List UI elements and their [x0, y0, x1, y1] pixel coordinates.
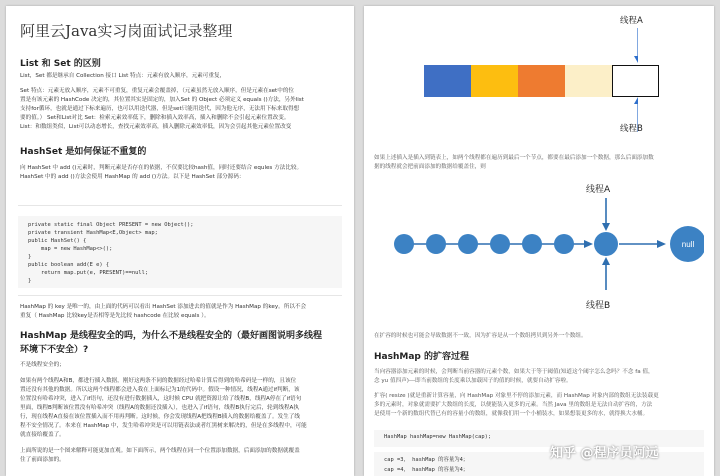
paragraph-line: 要的值。） Set和List对比 Set：检索元素效率低下，删除和插入效率高，插入和删除不会引起元素位置改变。	[20, 115, 290, 121]
divider	[18, 205, 342, 206]
paragraph-line: 扩容( resize )就是重新计算容量，向 HashMap 对象里不停的添加元素，而 HashMap 对象内部的数组无法装载更	[374, 393, 659, 399]
paragraph-line: List：和数组类似，List可以动态增长，查找元素效率高，插入删除元素效率低，因为会引起其他元素位置改变	[20, 124, 292, 130]
thread-a-label-2: 线程A	[586, 185, 611, 195]
left-document-page	[6, 6, 354, 476]
paragraph-line: 重复（ HashMap 比较key是否相等是先比较 hashcode 在比较 equals ）。	[20, 313, 210, 319]
list-node	[554, 234, 574, 254]
section-heading-hashset: HashSet 是如何保证不重复的	[20, 147, 147, 157]
linked-list-figure	[384, 174, 704, 324]
array-slot-empty	[612, 65, 659, 97]
watermark-text: 知乎 @程序员阿远	[550, 446, 659, 461]
null-node-label: null	[681, 240, 695, 249]
thread-b-label-2: 线程B	[586, 301, 611, 311]
code-line: cap =4， hashMap 的容量为4；	[384, 467, 469, 473]
section-heading-hashmap-thread: HashMap 是线程安全的吗，为什么不是线程安全的（最好画图说明多线程	[20, 331, 322, 341]
list-node	[458, 234, 478, 254]
list-node	[394, 234, 414, 254]
array-slot-yellow	[471, 65, 518, 97]
paragraph-line: 不是线程安全的；	[20, 362, 65, 368]
paragraph-line: 行，现在线程A直接在该位置插入而不用再判断。这时候，你会发现线程A把线程B插入的数据给覆盖了。发生了线	[20, 414, 300, 420]
paragraph-line: 如果有两个线程A和B，都进行插入数据，刚好这两条不同的数据经过哈希计算后得到的哈希码是一样的，且该位	[20, 378, 297, 384]
paragraph-line: 住了前面添加的。	[20, 457, 65, 463]
paragraph-line: HashMap 的 key 是唯一的，由上面的代码可以看出 HashSet 添加进去的值就是作为 HashMap 的key。所以不会	[20, 304, 307, 310]
code-line: public HashSet() {	[28, 238, 87, 244]
array-slot-orange	[518, 65, 565, 97]
paragraph-line: 就直接给覆盖了。	[20, 432, 65, 438]
paragraph-line: 向 HashSet 中 add ()元素时，判断元素是否存在的依据，不仅要比较hash值，同时还要结合 equles 方法比较。	[20, 165, 303, 171]
paragraph-line: 上面所说的是一个图来解释可能更加直观。如下面所示，两个线程在同一个位置添加数据，后面添加的数据就覆盖	[20, 448, 300, 454]
code-line: public boolean add(E e) {	[28, 262, 110, 268]
array-slot-cream	[565, 65, 612, 97]
paragraph-line: 念 yu 值四声)---即当前数组的长度乘以加载因子的值的时候，就要自动扩容啦。	[374, 378, 572, 384]
paragraph-line: 如果上述插入是插入到链表上，如两个线程都在遍历到最后一个节点，都要在最后添加一个数据，那么后面添加数	[374, 155, 654, 161]
code-line: return map.put(e, PRESENT)==null;	[28, 270, 149, 276]
divider	[18, 295, 342, 296]
paragraph-line: 程不安全情况了。本来在 HashMap 中，发生哈希冲突是可以用链表法或者红黑树来解决的，但是在多线程中，可能	[20, 423, 307, 429]
paragraph-line: 支持for循环，也就是通过下标来遍历，也可以用迭代器，但是set只能用迭代，因为他无序，无法用下标来取得想	[20, 106, 300, 112]
paragraph-line: 据的线程就会把前面添加的数据给覆盖住，则	[374, 164, 486, 170]
paragraph-line: HashSet 中的 add ()方法会使用 HashMap 的 add ()方法。以下是 HashSet 部分源码：	[20, 174, 245, 180]
code-block-hashset	[18, 216, 342, 288]
paragraph-line: 在扩容的时候也可能会导致数据不一致，因为扩容是从一个数组拷贝到另外一个数组。	[374, 333, 587, 339]
code-line: }	[28, 278, 32, 284]
code-line: }	[28, 254, 32, 260]
paragraph-line: List，Set 都是继承自 Collection 接口 List 特点：元素有放入顺序，元素可重复，	[20, 73, 226, 79]
paragraph-line: 里面，线程B判断该位置没有哈希冲突（线程A的数据还没插入），也进入了if语句，线程B执行完后，轮到线程A执	[20, 405, 299, 411]
paragraph-line: 置还没有其他的数据。所以这两个线程都会进入我在上面标记为1的代码中。假设一种情况，线程A通过if判断，该	[20, 387, 300, 393]
paragraph-line: 位置没有哈希冲突，进入了if语句，还没有进行数据插入，这时候 CPU 就把资源让给了线程B，线程A停在了if语句	[20, 396, 302, 402]
section-heading-list-set: List 和 Set 的区别	[20, 59, 101, 69]
tail-node	[594, 232, 618, 256]
thread-a-label: 线程A	[620, 16, 643, 26]
paragraph-line: 当向容器添加元素的时候，会判断当前容器的元素个数，如果大于等于阈值(知道这个阈字怎么念吗？不念 fa 值，	[374, 369, 654, 375]
page-title: 阿里云Java实习岗面试记录整理	[20, 22, 233, 40]
paragraph-line: 是使用一个新的数组代替已有的容量小的数组，就像我们用一个小桶装水，如果想装更多的水，就得换大水桶。	[374, 411, 649, 417]
code-line: map = new HashMap<>();	[28, 246, 113, 252]
list-node	[426, 234, 446, 254]
list-node	[490, 234, 510, 254]
array-slot-figure	[398, 8, 643, 144]
section-heading-hashmap-thread-cont: 环境下不安全）?	[20, 345, 89, 355]
thread-b-label: 线程B	[620, 124, 643, 134]
section-heading-resize: HashMap 的扩容过程	[374, 352, 469, 362]
paragraph-line: 多的元素时，对象就需要扩大数组的长度，以便能装入更多的元素。当然 Java 里的数组是无法自动扩容的，方法	[374, 402, 653, 408]
code-line: private static final Object PRESENT = new Object();	[28, 222, 194, 228]
right-document-page	[364, 6, 714, 476]
paragraph-line: Set 特点：元素无放入顺序，元素不可重复，重复元素会覆盖掉，（元素虽然无放入顺序，但是元素在set中的位	[20, 88, 295, 94]
code-line: private transient HashMap<E,Object> map;	[28, 230, 158, 236]
paragraph-line: 置是有该元素的 HashCode 决定的，其位置其实是固定的，加入Set 的 Object 必须定义 equals ()方法，另外list	[20, 97, 304, 103]
array-slot-blue	[424, 65, 471, 97]
list-node	[522, 234, 542, 254]
code-line: HashMap hashMap=new HashMap(cap);	[384, 434, 492, 440]
code-line: cap =3， hashMap 的容量为4；	[384, 457, 469, 463]
